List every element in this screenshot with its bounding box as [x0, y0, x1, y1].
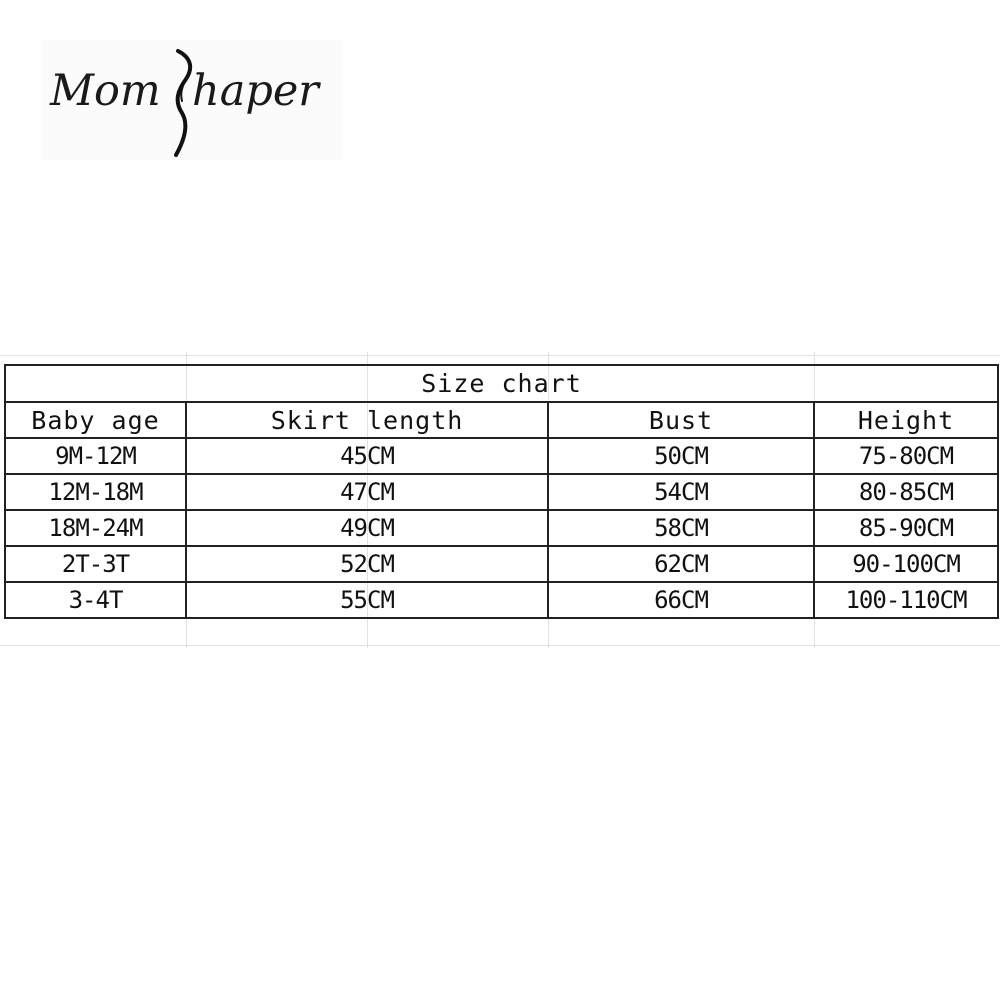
- cell-height: 85-90CM: [814, 510, 998, 546]
- cell-skirt-length: 52CM: [186, 546, 548, 582]
- cell-bust: 62CM: [548, 546, 814, 582]
- title-row: [5, 365, 998, 402]
- cell-height: 75-80CM: [814, 438, 998, 474]
- table-row: [5, 474, 998, 510]
- column-header-height: Height: [814, 402, 998, 438]
- cell-baby-age: 12M-18M: [5, 474, 186, 510]
- cell-height: 80-85CM: [814, 474, 998, 510]
- cell-skirt-length: 49CM: [186, 510, 548, 546]
- column-header-baby-age: Baby age: [5, 402, 186, 438]
- gridline: [0, 645, 1000, 646]
- cell-bust: 54CM: [548, 474, 814, 510]
- column-header-bust: Bust: [548, 402, 814, 438]
- size-chart-title: Size chart: [5, 365, 998, 402]
- header-row: [5, 402, 998, 438]
- table-row: [5, 582, 998, 618]
- cell-baby-age: 18M-24M: [5, 510, 186, 546]
- cell-bust: 50CM: [548, 438, 814, 474]
- cell-baby-age: 3-4T: [5, 582, 186, 618]
- cell-skirt-length: 55CM: [186, 582, 548, 618]
- cell-bust: 66CM: [548, 582, 814, 618]
- cell-height: 100-110CM: [814, 582, 998, 618]
- cell-baby-age: 9M-12M: [5, 438, 186, 474]
- table-row: [5, 510, 998, 546]
- size-chart-table: [4, 364, 999, 619]
- cell-height: 90-100CM: [814, 546, 998, 582]
- brand-logo: [42, 40, 342, 160]
- cell-skirt-length: 47CM: [186, 474, 548, 510]
- cell-bust: 58CM: [548, 510, 814, 546]
- cell-skirt-length: 45CM: [186, 438, 548, 474]
- table-row: [5, 438, 998, 474]
- cell-baby-age: 2T-3T: [5, 546, 186, 582]
- column-header-skirt-length: Skirt length: [186, 402, 548, 438]
- gridline: [0, 355, 1000, 356]
- table-row: [5, 546, 998, 582]
- logo-text-right: haper: [192, 66, 319, 116]
- logo-text-left: Mom: [50, 66, 161, 116]
